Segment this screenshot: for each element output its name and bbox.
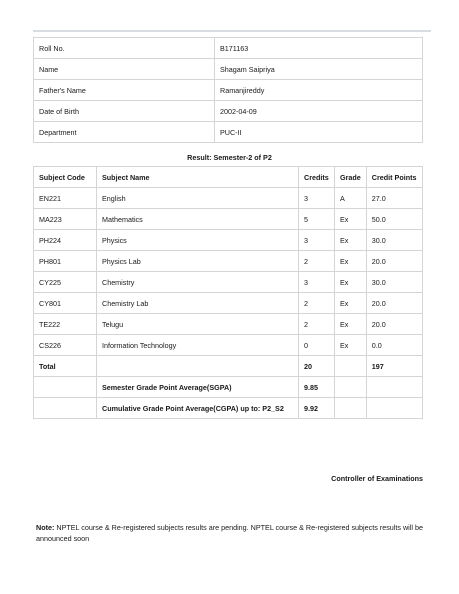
header-subject-code: Subject Code [34,167,97,188]
subject-code-cell: EN221 [34,188,97,209]
credits-cell: 2 [299,251,335,272]
credits-cell: 3 [299,188,335,209]
subject-name-cell: Chemistry Lab [97,293,299,314]
subject-name-cell: Telugu [97,314,299,335]
sgpa-label: Semester Grade Point Average(SGPA) [97,377,299,398]
sgpa-empty-grade [335,377,367,398]
student-info-table [33,37,423,143]
total-row [34,356,423,377]
credits-cell: 2 [299,293,335,314]
credits-cell: 3 [299,230,335,251]
cgpa-empty-cell [34,398,97,419]
subject-name-cell: Mathematics [97,209,299,230]
cgpa-empty-points [366,398,422,419]
credit-points-cell: 30.0 [366,230,422,251]
info-label: Father's Name [34,80,215,101]
credits-cell: 3 [299,272,335,293]
note-text [36,522,426,544]
grade-cell: Ex [335,335,367,356]
info-row [34,80,423,101]
total-empty-grade [335,356,367,377]
info-value: Ramanjireddy [215,80,423,101]
credits-cell: 5 [299,209,335,230]
subject-name-cell: English [97,188,299,209]
info-row [34,122,423,143]
subject-code-cell: CY225 [34,272,97,293]
credit-points-cell: 20.0 [366,293,422,314]
subject-name-cell: Physics Lab [97,251,299,272]
credit-points-cell: 50.0 [366,209,422,230]
grade-cell: Ex [335,272,367,293]
sgpa-row [34,377,423,398]
sgpa-empty-points [366,377,422,398]
credit-points-cell: 30.0 [366,272,422,293]
subject-code-cell: TE222 [34,314,97,335]
subject-code-cell: CY801 [34,293,97,314]
cgpa-empty-grade [335,398,367,419]
total-credits: 20 [299,356,335,377]
credits-cell: 2 [299,314,335,335]
table-row [34,209,423,230]
table-row [34,335,423,356]
subject-name-cell: Physics [97,230,299,251]
cgpa-row [34,398,423,419]
controller-of-examinations: Controller of Examinations [331,474,423,483]
top-divider [33,30,431,32]
credit-points-cell: 0.0 [366,335,422,356]
header-grade: Grade [335,167,367,188]
result-title: Result: Semester-2 of P2 [187,153,272,162]
grade-cell: Ex [335,293,367,314]
total-label: Total [34,356,97,377]
subject-code-cell: CS226 [34,335,97,356]
grades-header-row [34,167,423,188]
subject-name-cell: Chemistry [97,272,299,293]
info-row [34,59,423,80]
cgpa-value: 9.92 [299,398,335,419]
info-label: Date of Birth [34,101,215,122]
table-row [34,188,423,209]
grades-table [33,166,423,419]
grade-cell: A [335,188,367,209]
total-empty-cell [97,356,299,377]
subject-code-cell: MA223 [34,209,97,230]
info-label: Department [34,122,215,143]
subject-code-cell: PH224 [34,230,97,251]
grade-cell: Ex [335,314,367,335]
table-row [34,293,423,314]
grade-cell: Ex [335,209,367,230]
info-label: Roll No. [34,38,215,59]
info-value: 2002-04-09 [215,101,423,122]
total-credit-points: 197 [366,356,422,377]
cgpa-label: Cumulative Grade Point Average(CGPA) up to: P2_S2 [97,398,299,419]
table-row [34,314,423,335]
credit-points-cell: 27.0 [366,188,422,209]
credit-points-cell: 20.0 [366,314,422,335]
table-row [34,230,423,251]
header-credits: Credits [299,167,335,188]
credit-points-cell: 20.0 [366,251,422,272]
grade-cell: Ex [335,251,367,272]
header-subject-name: Subject Name [97,167,299,188]
table-row [34,251,423,272]
info-row [34,38,423,59]
note-body: NPTEL course & Re-registered subjects results are pending. NPTEL course & Re-registered subjects results will be announced soon [36,523,423,543]
sgpa-empty-cell [34,377,97,398]
grade-cell: Ex [335,230,367,251]
credits-cell: 0 [299,335,335,356]
table-row [34,272,423,293]
info-value: Shagam Saipriya [215,59,423,80]
subject-name-cell: Information Technology [97,335,299,356]
note-label: Note: [36,523,55,532]
info-label: Name [34,59,215,80]
sgpa-value: 9.85 [299,377,335,398]
info-row [34,101,423,122]
header-credit-points: Credit Points [366,167,422,188]
info-value: B171163 [215,38,423,59]
info-value: PUC-II [215,122,423,143]
subject-code-cell: PH801 [34,251,97,272]
